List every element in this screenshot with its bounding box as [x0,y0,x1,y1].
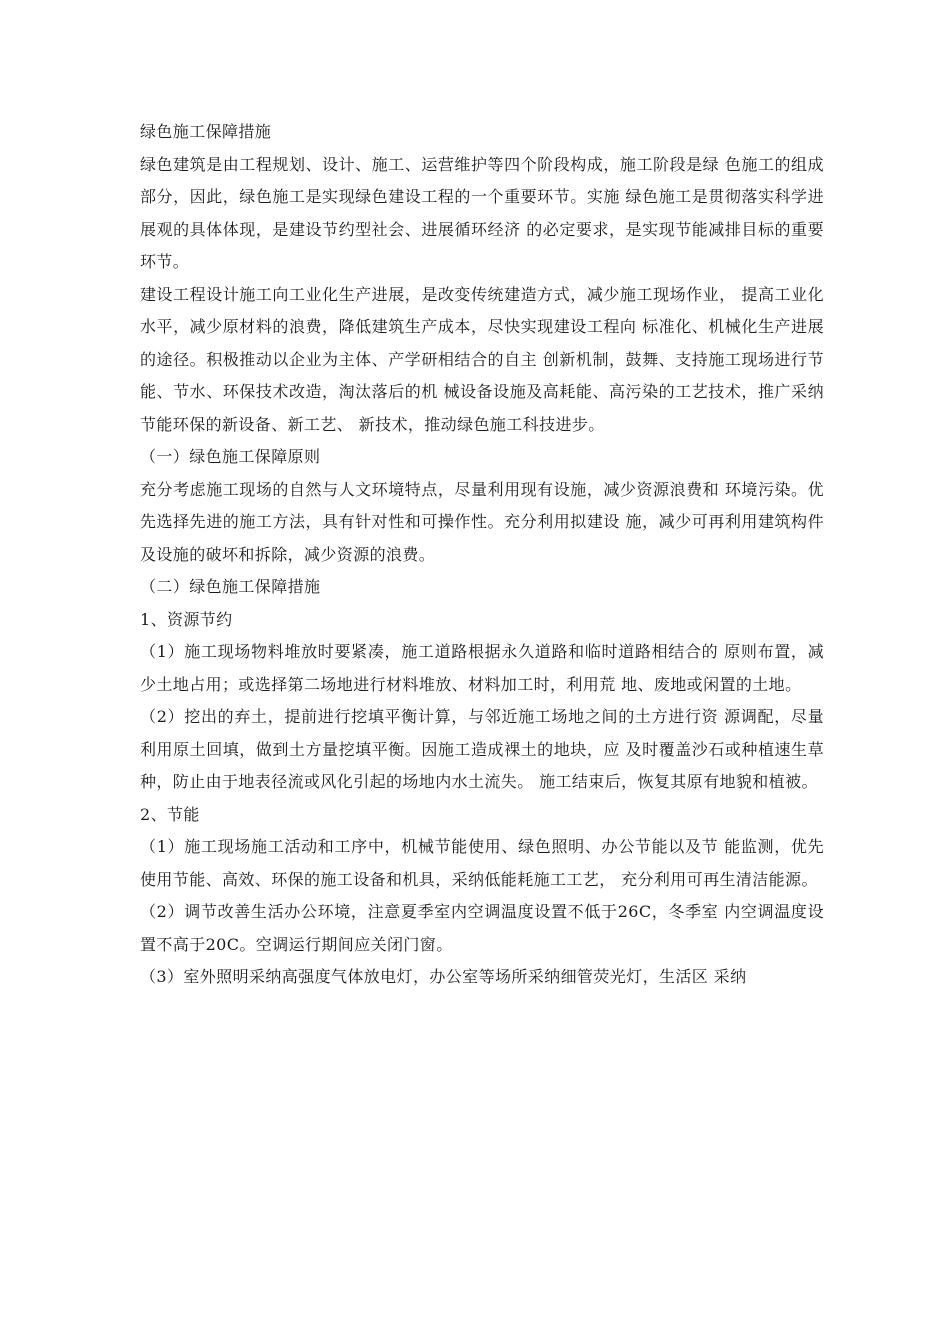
resource-saving-item-1: （1）施工现场物料堆放时要紧凑，施工道路根据永久道路和临时道路相结合的 原则布置，减少土地占用；或选择第二场地进行材料堆放、材料加工时，利用荒 地、废地或闲置的土地。 [140,642,824,694]
intro-paragraph-1: 绿色建筑是由工程规划、设计、施工、运营维护等四个阶段构成，施工阶段是绿 色施工的组成部分，因此，绿色施工是实现绿色建设工程的一个重要环节。实施 绿色施工是贯彻落实科学进展观的具体体现，是建设节约型社会、进展循环经济 的必定要求，是实现节能减排目标的重要环节。 [140,154,824,271]
resource-saving-item-2: （2）挖出的弃土，提前进行挖填平衡计算，与邻近施工场地之间的土方进行资 源调配，尽量利用原土回填，做到土方量挖填平衡。因施工造成裸土的地块，应 及时覆盖沙石或种植速生草种，防止由于地表径流或风化引起的场地内水土流失。 施工结束后，恢复其原有地貌和植被。 [140,707,824,791]
section-heading-principles: （一）绿色施工保障原则 [140,447,321,466]
document-title: 绿色施工保障措施 [140,122,272,141]
intro-paragraph-2: 建设工程设计施工向工业化生产进展，是改变传统建造方式，减少施工现场作业， 提高工业化水平，减少原材料的浪费，降低建筑生产成本，尽快实现建设工程向 标准化、机械化生产进展的途径。积极推动以企业为主体、产学研相结合的自主 创新机制，鼓舞、支持施工现场进行节能、节水、环保技术改造，淘汰落后的机 械设备设施及高耗能、高污染的工艺技术，推广采纳节能环保的新设备、新工艺、 新技术，推动绿色施工科技进步。 [140,284,824,434]
energy-saving-item-2: （2）调节改善生活办公环境，注意夏季室内空调温度设置不低于26C，冬季室 内空调温度设置不高于20C。空调运行期间应关闭门窗。 [140,902,824,954]
principles-paragraph: 充分考虑施工现场的自然与人文环境特点，尽量利用现有设施，减少资源浪费和 环境污染。优先选择先进的施工方法，具有针对性和可操作性。充分利用拟建设 施，减少可再利用建筑构件及设施的破坏和拆除，减少资源的浪费。 [140,479,824,564]
energy-saving-item-1: （1）施工现场施工活动和工序中，机械节能使用、绿色照明、办公节能以及节 能监测，优先使用节能、高效、环保的施工设备和机具，采纳低能耗施工工艺， 充分利用可再生清洁能源。 [140,837,824,889]
subheading-resource-saving: 1、资源节约 [140,609,233,629]
document-body [140,116,824,994]
section-heading-measures: （二）绿色施工保障措施 [140,577,321,596]
energy-saving-item-3: （3）室外照明采纳高强度气体放电灯，办公室等场所采纳细管荧光灯，生活区 采纳 [140,967,747,986]
subheading-energy-saving: 2、节能 [140,804,200,824]
